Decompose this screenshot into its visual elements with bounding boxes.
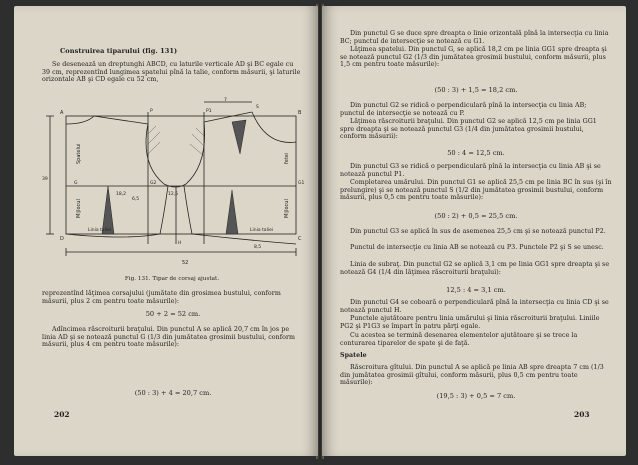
front-shoulder-dart [232,120,246,154]
paragraph: Cu acestea se termină desenarea elementelor ajutătoare şi se trece la conturarea tiparelor de spate şi de faţă. [340,332,578,347]
front-waist-dart [226,190,238,234]
pattern-figure [36,94,308,274]
label-mijlocul-left: Mijlocul [76,199,82,218]
page-number: 203 [574,410,590,419]
label-C: C [298,236,302,242]
formula: (19,5 : 3) + 0,5 = 7 cm. [436,392,516,400]
paragraph: Completarea umărului. Din punctul G1 se aplică 25,5 cm pe linia BC în sus (şi în prelungire) şi se notează punctul S (1/2 din jumătatea grosimii bustului, conform măsurii, plus 0,5 cm pentru toate măsurile): [340,179,612,202]
label-H: H [178,241,182,246]
paragraph: Adîncimea răscroiturii braţului. Din punctul A se aplică 20,7 cm în jos pe linia AD şi se notează punctul G (1/3 din jumătatea grosimii bustului, conform măsurii, plus 4 cm pentru toate măsurile): [42,326,296,349]
paragraph: Din punctul G3 se ridică o perpendiculară pînă la intersecţia cu linia AB şi se notează punctul P1. [340,163,601,178]
paragraph: Lăţimea răscroiturii braţului. Din punctul G2 se aplică 12,5 cm pe linia GG1 spre dreapta şi se notează punctul G3 (1/4 din jumătatea grosimii bustului, conform măsurii): [340,118,597,141]
formula: 50 : 4 = 12,5 cm. [447,149,505,157]
paragraph: Din punctul G2 se ridică o perpendiculară pînă la intersecţia cu linia AB; punctul de intersecţie se notează cu P. [340,102,587,117]
figure-caption: Fig. 131. Tipar de corsaj ajustat. [124,276,220,282]
label-m182: 18,2 [116,192,127,197]
formula: (50 : 3) + 1,5 = 18,2 cm. [434,86,518,94]
label-mijlocul-right: Mijlocul [284,199,290,218]
formula: 50 + 2 = 52 cm. [145,310,201,318]
right-page [322,6,626,456]
rectangle-abcd [66,116,296,234]
label-D: D [60,236,64,242]
label-G: G [74,181,78,186]
label-B: B [298,110,302,116]
paragraph: reprezentînd lăţimea corsajului (jumătate din grosimea bustului, conform măsurii, plus 2 cm pentru toate măsurile): [42,290,281,305]
paragraph: Răscroitura gîtului. Din punctul A se aplică pe linia AB spre dreapta 7 cm (1/3 din jumătatea grosimii gîtului, conform măsurii, plus 0,5 cm pentru toate măsurile): [340,364,604,387]
paragraph: Lăţimea spatelui. Din punctul G, se aplică 18,2 cm pe linia GG1 spre dreapta şi se notează punctul G2 (1/3 din jumătatea grosimii bustului, conform măsurii, plus 1,5 cm pentru toate măsurile): [340,46,607,69]
section-heading: Construirea tiparului (fig. 131) [60,47,178,55]
label-linia-taliei-left: Linia taliei [88,228,112,233]
label-P: P [150,109,153,114]
label-G2: G2 [150,181,157,186]
formula: 12,5 : 4 = 3,1 cm. [446,286,506,294]
paragraph: Din punctul G se duce spre dreapta o linie orizontală pînă la intersecţia cu linia BC; punctul de intersecţie se notează cu G1. [340,30,609,45]
back-waist-dart [102,186,114,234]
label-A: A [60,110,64,116]
label-spatelui: Spatelui [76,143,82,164]
paragraph: Punctele ajutătoare pentru linia umărului şi linia răscroiturii braţului. Liniile PG2 şi P1G3 se împart în patru părţi egale. [340,315,600,330]
section-heading: Spatele [340,352,367,359]
left-page [14,6,318,456]
label-m125: 12,5 [168,192,179,197]
formula: (50 : 2) + 0,5 = 25,5 cm. [434,212,518,220]
label-m52: 52 [182,260,189,266]
paragraph: Din punctul G3 se aplică în sus de asemenea 25,5 cm şi se notează punctul P2. [350,228,606,235]
label-linia-taliei-right: Linia taliei [250,228,274,233]
label-m7: 7 [224,98,227,103]
label-m39: 39 [42,177,48,182]
label-P1: P1 [206,109,212,114]
formula: (50 : 3) + 4 = 20,7 cm. [134,389,212,397]
paragraph: Punctul de intersecţie cu linia AB se notează cu P3. Punctele P2 şi S se unesc. [350,244,604,251]
label-m85: 8,5 [254,245,262,250]
label-G1: G1 [298,181,305,186]
paragraph: Se desenează un dreptunghi ABCD, cu laturile verticale AD şi BC egale cu 39 cm, reprezentînd lungimea spatelui pînă la talie, conform măsurii, şi laturile orizontale AB şi CD egale cu 52 cm, [42,61,301,84]
label-fetei: fetei [284,152,290,164]
label-m65: 6,5 [132,197,140,202]
page-number: 202 [54,410,70,419]
paragraph: Linia de subraţ. Din punctul G2 se aplică 3,1 cm pe linia GG1 spre dreapta şi se notează G4 (1/4 din lăţimea răscroiturii braţului): [340,261,610,276]
label-S: S [256,105,259,110]
paragraph: Din punctul G4 se coboară o perpendiculară pînă la intersecţia cu linia CD şi se notează punctul H. [340,299,609,314]
